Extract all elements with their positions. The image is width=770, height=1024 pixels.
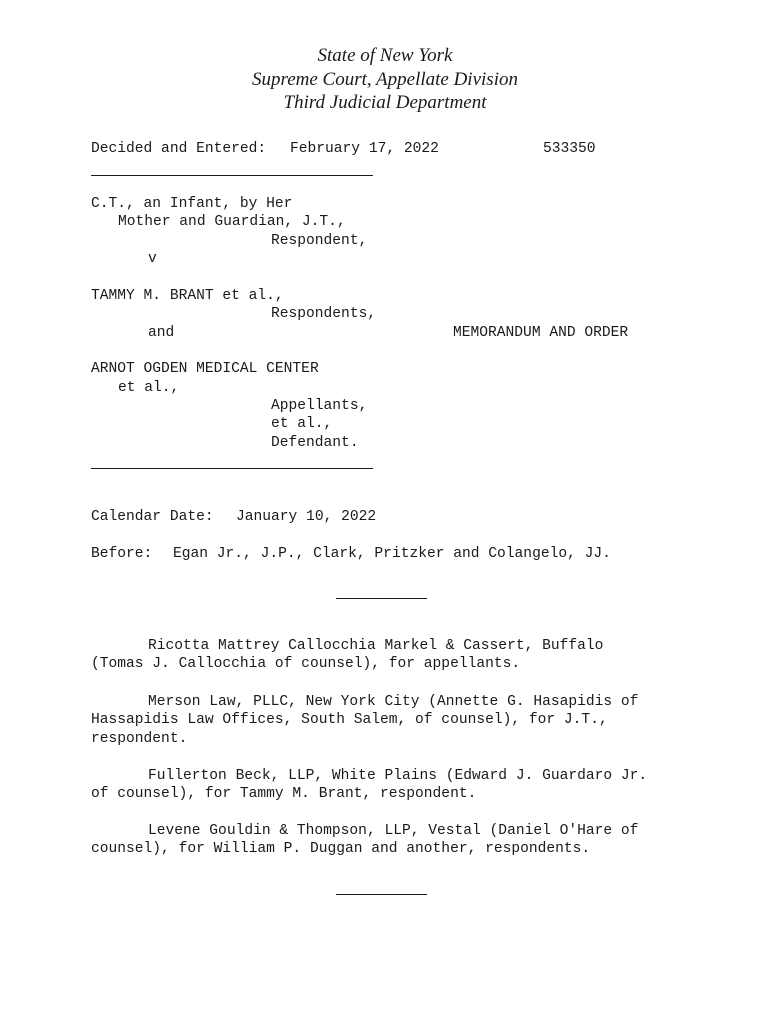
section-rule-top bbox=[336, 598, 427, 599]
order-type: MEMORANDUM AND ORDER bbox=[453, 325, 629, 341]
defendant2-role-etal: et al., bbox=[271, 416, 333, 432]
defendant1-name: TAMMY M. BRANT et al., bbox=[91, 288, 284, 304]
caption-top-rule bbox=[91, 175, 373, 176]
counsel-paragraph-appellants bbox=[91, 637, 691, 674]
defendant2-name-line2: et al., bbox=[118, 380, 180, 396]
decided-label: Decided and Entered: bbox=[91, 141, 267, 157]
plaintiff-name-line2: Mother and Guardian, J.T., bbox=[118, 214, 346, 230]
plaintiff-name-line1: C.T., an Infant, by Her bbox=[91, 196, 293, 212]
calendar-date-value: January 10, 2022 bbox=[236, 509, 377, 525]
court-header bbox=[0, 44, 770, 115]
versus-label: v bbox=[148, 251, 157, 267]
decided-date: February 17, 2022 bbox=[290, 141, 439, 157]
counsel-line: counsel), for William P. Duggan and another, respondents. bbox=[91, 841, 591, 858]
court-division: Supreme Court, Appellate Division bbox=[252, 68, 518, 90]
counsel-line: (Tomas J. Callocchia of counsel), for appellants. bbox=[91, 656, 521, 673]
court-department: Third Judicial Department bbox=[283, 92, 487, 113]
counsel-line: Fullerton Beck, LLP, White Plains (Edward J. Guardaro Jr. bbox=[148, 768, 648, 784]
counsel-paragraph-jt bbox=[91, 693, 691, 748]
docket-number: 533350 bbox=[543, 141, 596, 157]
court-state: State of New York bbox=[317, 45, 453, 66]
counsel-line: of counsel), for Tammy M. Brant, respondent. bbox=[91, 786, 477, 803]
counsel-line: Ricotta Mattrey Callocchia Markel & Cassert, Buffalo bbox=[148, 638, 604, 654]
and-label: and bbox=[148, 325, 175, 341]
counsel-line: Merson Law, PLLC, New York City (Annette G. Hasapidis of bbox=[148, 694, 639, 710]
defendant2-role-appellants: Appellants, bbox=[271, 398, 368, 414]
before-label: Before: bbox=[91, 546, 153, 562]
calendar-date-label: Calendar Date: bbox=[91, 509, 214, 525]
counsel-line: Levene Gouldin & Thompson, LLP, Vestal (Daniel O'Hare of bbox=[148, 823, 639, 839]
counsel-line: Hassapidis Law Offices, South Salem, of counsel), for J.T., bbox=[91, 712, 608, 729]
section-rule-bottom bbox=[336, 894, 427, 895]
defendant1-role: Respondents, bbox=[271, 306, 377, 322]
counsel-line: respondent. bbox=[91, 730, 188, 747]
defendant2-role-defendant: Defendant. bbox=[271, 435, 359, 451]
plaintiff-role: Respondent, bbox=[271, 233, 368, 249]
counsel-paragraph-duggan bbox=[91, 822, 691, 859]
defendant2-name-line1: ARNOT OGDEN MEDICAL CENTER bbox=[91, 361, 319, 377]
caption-bottom-rule bbox=[91, 468, 373, 469]
counsel-paragraph-brant bbox=[91, 767, 691, 804]
before-justices: Egan Jr., J.P., Clark, Pritzker and Colangelo, JJ. bbox=[173, 546, 611, 562]
